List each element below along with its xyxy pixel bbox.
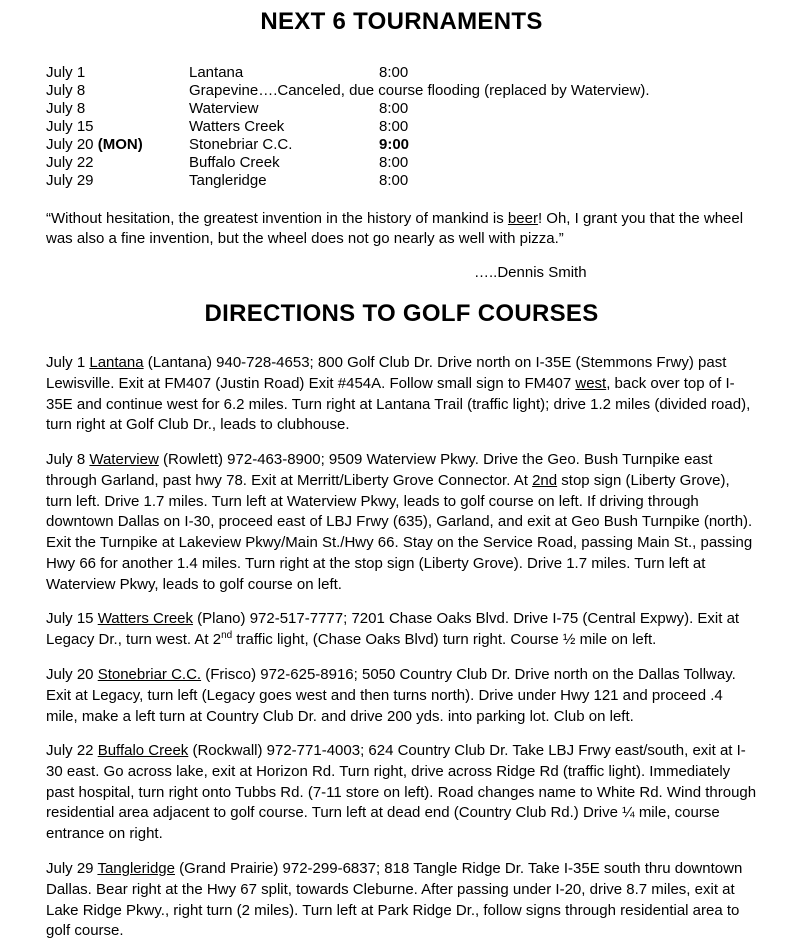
direction-date: July 1 [46, 354, 86, 371]
direction-text: stop sign (Liberty Grove), turn left. Drive 1.7 miles. Turn left at Waterview Pkwy, leads to golf course on left. If driving through downtown Dallas on I-30, proceed east of LBJ Frwy (635), Garland, and exit at Geo Bush Turnpike (north). Exit the Turnpike at Lakeview Pkwy/Main St./Hwy 66. Stay on the Service Road, passing Main St., passing Hwy 66 for another 1.4 miles. Turn right at the stop sign (Liberty Grove). Drive 1.7 miles. Turn left at Waterview Pkwy, leads to golf course on left. [46, 471, 753, 593]
direction-text: (Rockwall) 972-771-4003; 624 Country Club Dr. Take LBJ Frwy east/south, exit at I-30 east. Go across lake, exit at Horizon Rd. Turn right, drive across Ridge Rd (traffic light). Immediately past hospital, turn right onto Tubbs Rd. (7-11 store on left). Road changes name to White Rd. Wind through residential area adjacent to golf course. Turn left at dead end (Country Club Rd.) Drive ¼ mile, course entrance on right. [46, 742, 757, 843]
directions-watters-creek [46, 609, 758, 651]
schedule-course: Grapevine….Canceled, due course flooding (replaced by Waterview). [189, 82, 650, 99]
schedule-course: Watters Creek [189, 118, 285, 135]
course-name: Tangleridge [97, 860, 175, 877]
direction-emphasis: 2nd [532, 471, 558, 489]
schedule-course: Stonebriar C.C. [189, 136, 293, 153]
page-title-tournaments: NEXT 6 TOURNAMENTS [260, 8, 543, 35]
quote-emphasis: beer [507, 210, 538, 227]
course-name: Lantana [89, 354, 144, 371]
directions-tangleridge [46, 859, 758, 942]
quote-post: ! Oh, I grant you that the wheel was also a fine invention, but the wheel does not go nearly as well with pizza.” [46, 210, 744, 247]
direction-text: (Plano) 972-517-7777; 7201 Chase Oaks Blvd. Drive I-75 (Central Expwy). Exit at Legacy Dr., turn west. At 2 [46, 610, 740, 648]
quote-text [46, 209, 746, 249]
schedule-date: July 22 [46, 154, 94, 171]
direction-text: , back over top of I-35E and continue west for 6.2 miles. Turn right at Lantana Trail (traffic light); drive 1.2 miles (divided road), turn right at Golf Club Dr., leads to clubhouse. [46, 374, 751, 434]
schedule-time: 8:00 [379, 118, 409, 135]
schedule-course: Lantana [189, 64, 244, 81]
direction-date: July 8 [46, 451, 86, 468]
schedule-course: Waterview [189, 100, 259, 117]
schedule-course: Tangleridge [189, 172, 267, 189]
direction-text: (Grand Prairie) 972-299-6837; 818 Tangle Ridge Dr. Take I-35E south thru downtown Dallas. Bear right at the Hwy 67 split, towards Cleburne. After passing under I-20, drive 8.7 miles, exit at Lake Ridge Pkwy., right turn (2 miles). Turn left at Park Ridge Dr., follow signs through residential area to golf course. [46, 860, 743, 940]
schedule-date-note: (MON) [97, 136, 143, 153]
course-name: Buffalo Creek [97, 742, 189, 759]
course-name: Waterview [89, 451, 159, 468]
schedule-date: July 15 [46, 118, 94, 135]
direction-date: July 20 [46, 666, 94, 683]
direction-text: traffic light, (Chase Oaks Blvd) turn right. Course ½ mile on left. [232, 630, 657, 648]
directions-stonebriar [46, 665, 758, 727]
course-name: Stonebriar C.C. [97, 666, 202, 683]
schedule-date: July 8 [46, 82, 86, 99]
schedule-date: July 29 [46, 172, 94, 189]
course-name: Watters Creek [97, 610, 193, 627]
directions-lantana [46, 353, 758, 436]
schedule-time: 8:00 [379, 172, 409, 189]
schedule-time: 8:00 [379, 64, 409, 81]
direction-text: (Lantana) 940-728-4653; 800 Golf Club Dr. Drive north on I-35E (Stemmons Frwy) past Lewisville. Exit at FM407 (Justin Road) Exit #454A. Follow small sign to FM407 [46, 354, 727, 392]
directions-waterview [46, 450, 758, 596]
direction-text: (Frisco) 972-625-8916; 5050 Country Club Dr. Drive north on the Dallas Tollway. Exit at Legacy, turn left (Legacy goes west and then turns north). Drive under Hwy 121 and proceed .4 mile, make a left turn at Country Club Dr. and drive 200 yds. into parking lot. Club on left. [46, 666, 736, 725]
schedule-date: July 1 [46, 64, 86, 81]
schedule-time: 8:00 [379, 100, 409, 117]
schedule-date: July 20 [46, 136, 94, 153]
quote-pre: “Without hesitation, the greatest invention in the history of mankind is [46, 210, 508, 227]
direction-text: (Rowlett) 972-463-8900; 9509 Waterview Pkwy. Drive the Geo. Bush Turnpike east through Garland, past hwy 78. Exit at Merritt/Liberty Grove Connector. At [46, 451, 713, 489]
schedule-time: 9:00 [379, 136, 410, 153]
direction-superscript: nd [221, 629, 233, 641]
page-title-directions: DIRECTIONS TO GOLF COURSES [204, 300, 599, 327]
schedule-date: July 8 [46, 100, 86, 117]
schedule-course: Buffalo Creek [189, 154, 280, 171]
schedule-date-cell [46, 136, 143, 154]
directions-buffalo-creek [46, 741, 758, 845]
direction-date: July 15 [46, 610, 94, 627]
quote-author: …..Dennis Smith [474, 264, 587, 281]
schedule-time: 8:00 [379, 154, 409, 171]
direction-date: July 29 [46, 860, 94, 877]
direction-date: July 22 [46, 742, 94, 759]
direction-emphasis: west [575, 374, 607, 392]
